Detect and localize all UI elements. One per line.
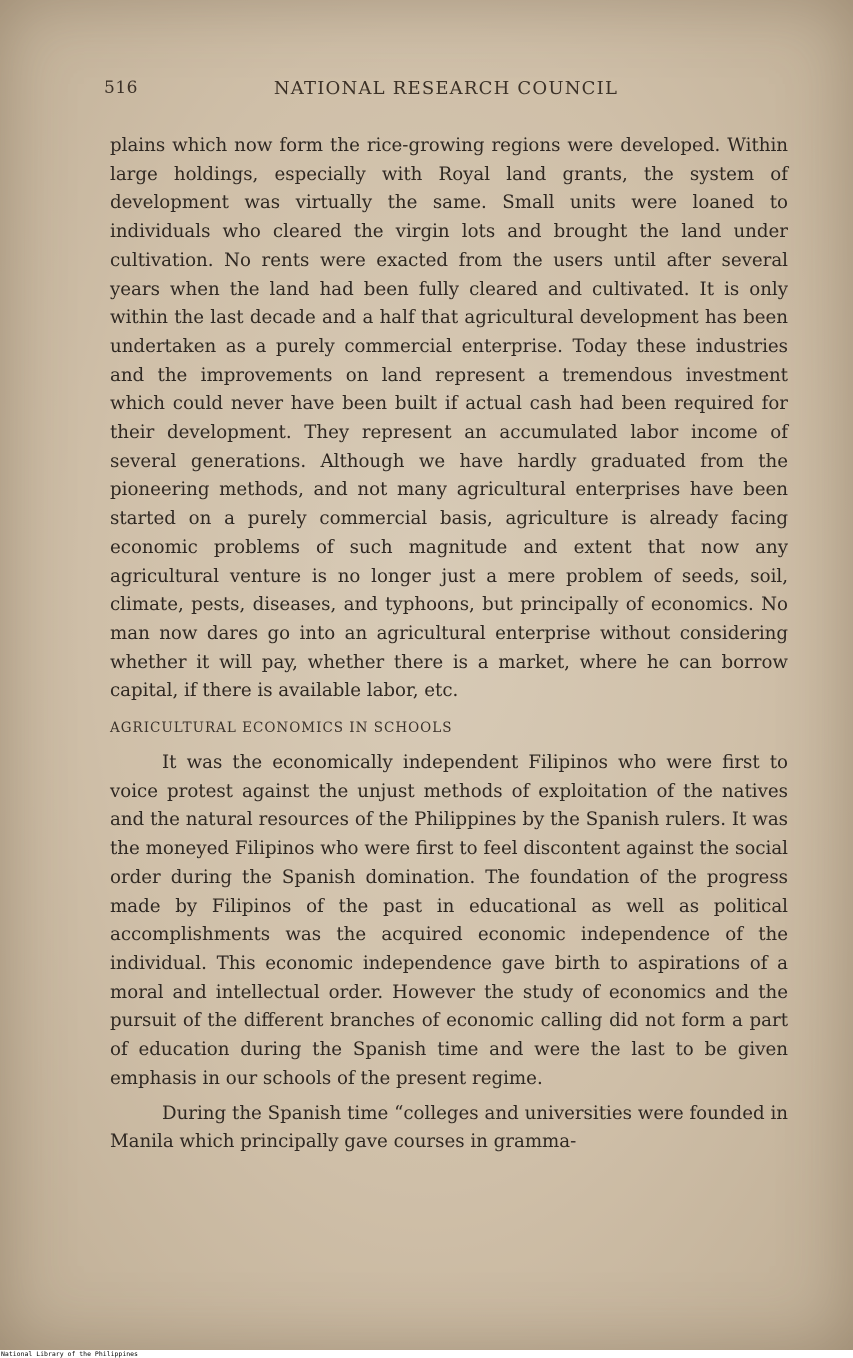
running-head: NATIONAL RESEARCH COUNCIL bbox=[273, 78, 619, 99]
page-header bbox=[104, 78, 788, 104]
paragraph-2: It was the economically independent Filipinos who were first to voice protest against the unjust methods of exploitation of the natives and the natural resources of the Philippines by the Spanish rulers. It was the moneyed Filipinos who were first to feel discontent against the social order during the Spanish domination. The foundation of the progress made by Filipinos of the past in educational as well as political accomplishments was the acquired economic independence of the individual. This economic independence gave birth to aspirations of a moral and intellectual order. However the study of economics and the pursuit of the different branches of economic calling did not form a part of education during the Spanish time and were the last to be given emphasis in our schools of the present regime. bbox=[110, 752, 788, 1089]
body-text bbox=[110, 132, 788, 1157]
paragraph-3: During the Spanish time “colleges and universities were founded in Manila which principally gave courses in gramma- bbox=[110, 1102, 788, 1153]
footer-credit: National Library of the Philippines bbox=[1, 1350, 138, 1358]
section-heading: AGRICULTURAL ECONOMICS IN SCHOOLS bbox=[110, 720, 453, 737]
paragraph-1: plains which now form the rice-growing regions were developed. Within large holdings, especially with Royal land grants, the system of development was virtually the same. Small units were loaned to individuals who cleared the virgin lots and brought the land under cultivation. No rents were exacted from the users until after several years when the land had been fully cleared and cultivated. It is only within the last decade and a half that agricultural development has been undertaken as a purely commercial enterprise. Today these industries and the improvements on land represent a tremendous investment which could never have been built if actual cash had been required for their development. They represent an accumulated labor income of several generations. Although we have hardly graduated from the pioneering methods, and not many agricultural enterprises have been started on a purely commercial basis, agriculture is already facing economic problems of such magnitude and extent that now any agricultural venture is no longer just a mere problem of seeds, soil, climate, pests, diseases, and typhoons, but principally of economics. No man now dares go into an agricultural enterprise without considering whether it will pay, whether there is a market, where he can borrow capital, if there is available labor, etc. bbox=[110, 135, 788, 702]
page-number: 516 bbox=[104, 78, 138, 98]
